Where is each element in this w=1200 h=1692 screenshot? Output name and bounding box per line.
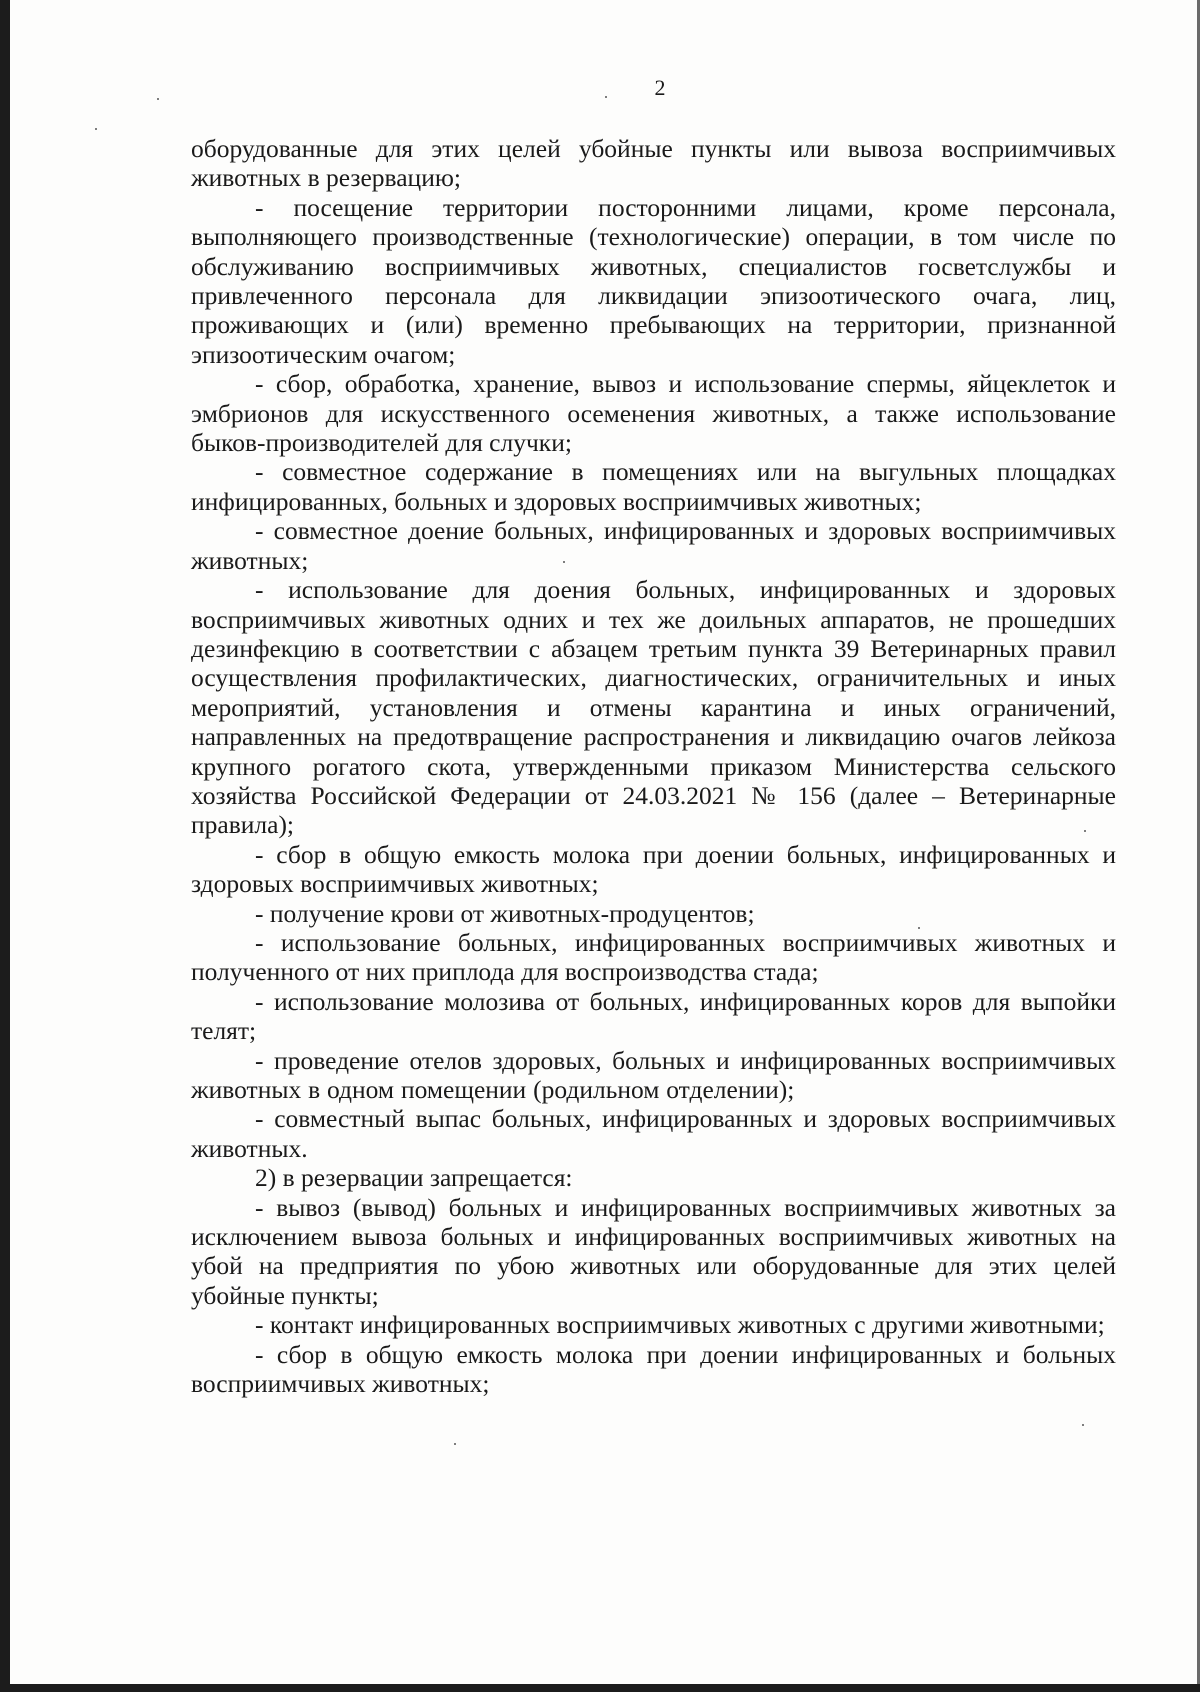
page-number: 2 [654,75,666,100]
paragraph: - совместный выпас больных, инфицированных и здоровых восприимчивых животных. [191,1104,1116,1163]
paragraph: оборудованные для этих целей убойные пункты или вывоза восприимчивых животных в резервацию; [191,134,1116,193]
body-text [191,134,1116,1398]
paragraph: 2) в резервации запрещается: [255,1163,573,1193]
paragraph: - совместное доение больных, инфицированных и здоровых восприимчивых животных; [191,516,1116,575]
scan-edge-left [0,0,10,1692]
paragraph: - использование для доения больных, инфицированных и здоровых восприимчивых животных одних и тех же доильных аппаратов, не прошедших дезинфекцию в соответствии с абзацем третьим пункта 39 Ветеринарных правил осуществления профилактических, диагностических, ограничительных и иных мероприятий, установления и отмены карантина и иных ограничений, направленных на предотвращение распространения и ликвидацию очагов лейкоза крупного рогатого скота, утвержденными приказом Министерства сельского хозяйства Российской Федерации от 24.03.2021 № 156 (далее – Ветеринарные правила); [191,575,1116,840]
scan-speck [95,128,97,130]
paragraph: - использование больных, инфицированных восприимчивых животных и полученного от них приплода для воспроизводства стада; [191,927,1116,987]
paragraph: - контакт инфицированных восприимчивых животных с другими животными; [255,1310,1105,1340]
paragraph: - использование молозива от больных, инфицированных коров для выпойки телят; [191,986,1116,1046]
scan-edge-bottom [0,1684,1200,1692]
paragraph: - совместное содержание в помещениях или на выгульных площадках инфицированных, больных и здоровых восприимчивых животных; [191,457,1116,516]
paragraph: - посещение территории посторонними лицами, кроме персонала, выполняющего производственные (технологические) операции, в том числе по обслуживанию восприимчивых животных, специалистов госветслужбы и привлеченного персонала для ликвидации эпизоотического очага, лиц, проживающих и (или) временно пребывающих на территории, признанной эпизоотическим очагом; [191,192,1116,369]
paragraph: - проведение отелов здоровых, больных и инфицированных восприимчивых животных в одном помещении (родильном отделении); [191,1045,1116,1104]
scan-speck [454,1443,456,1445]
paragraph: - сбор, обработка, хранение, вывоз и использование спермы, яйцеклеток и эмбрионов для искусственного осеменения животных, а также использование быков-производителей для случки; [191,369,1116,458]
paragraph: - получение крови от животных-продуцентов; [255,898,755,928]
paragraph: - сбор в общую емкость молока при доении больных, инфицированных и здоровых восприимчивых животных; [191,839,1116,899]
paragraph: - вывоз (вывод) больных и инфицированных восприимчивых животных за исключением вывоза больных и инфицированных восприимчивых животных на убой на предприятия по убою животных или оборудованные для этих целей убойные пункты; [191,1192,1116,1310]
scan-speck [1082,1424,1084,1426]
paragraph: - сбор в общую емкость молока при доении инфицированных и больных восприимчивых животных; [191,1339,1116,1399]
